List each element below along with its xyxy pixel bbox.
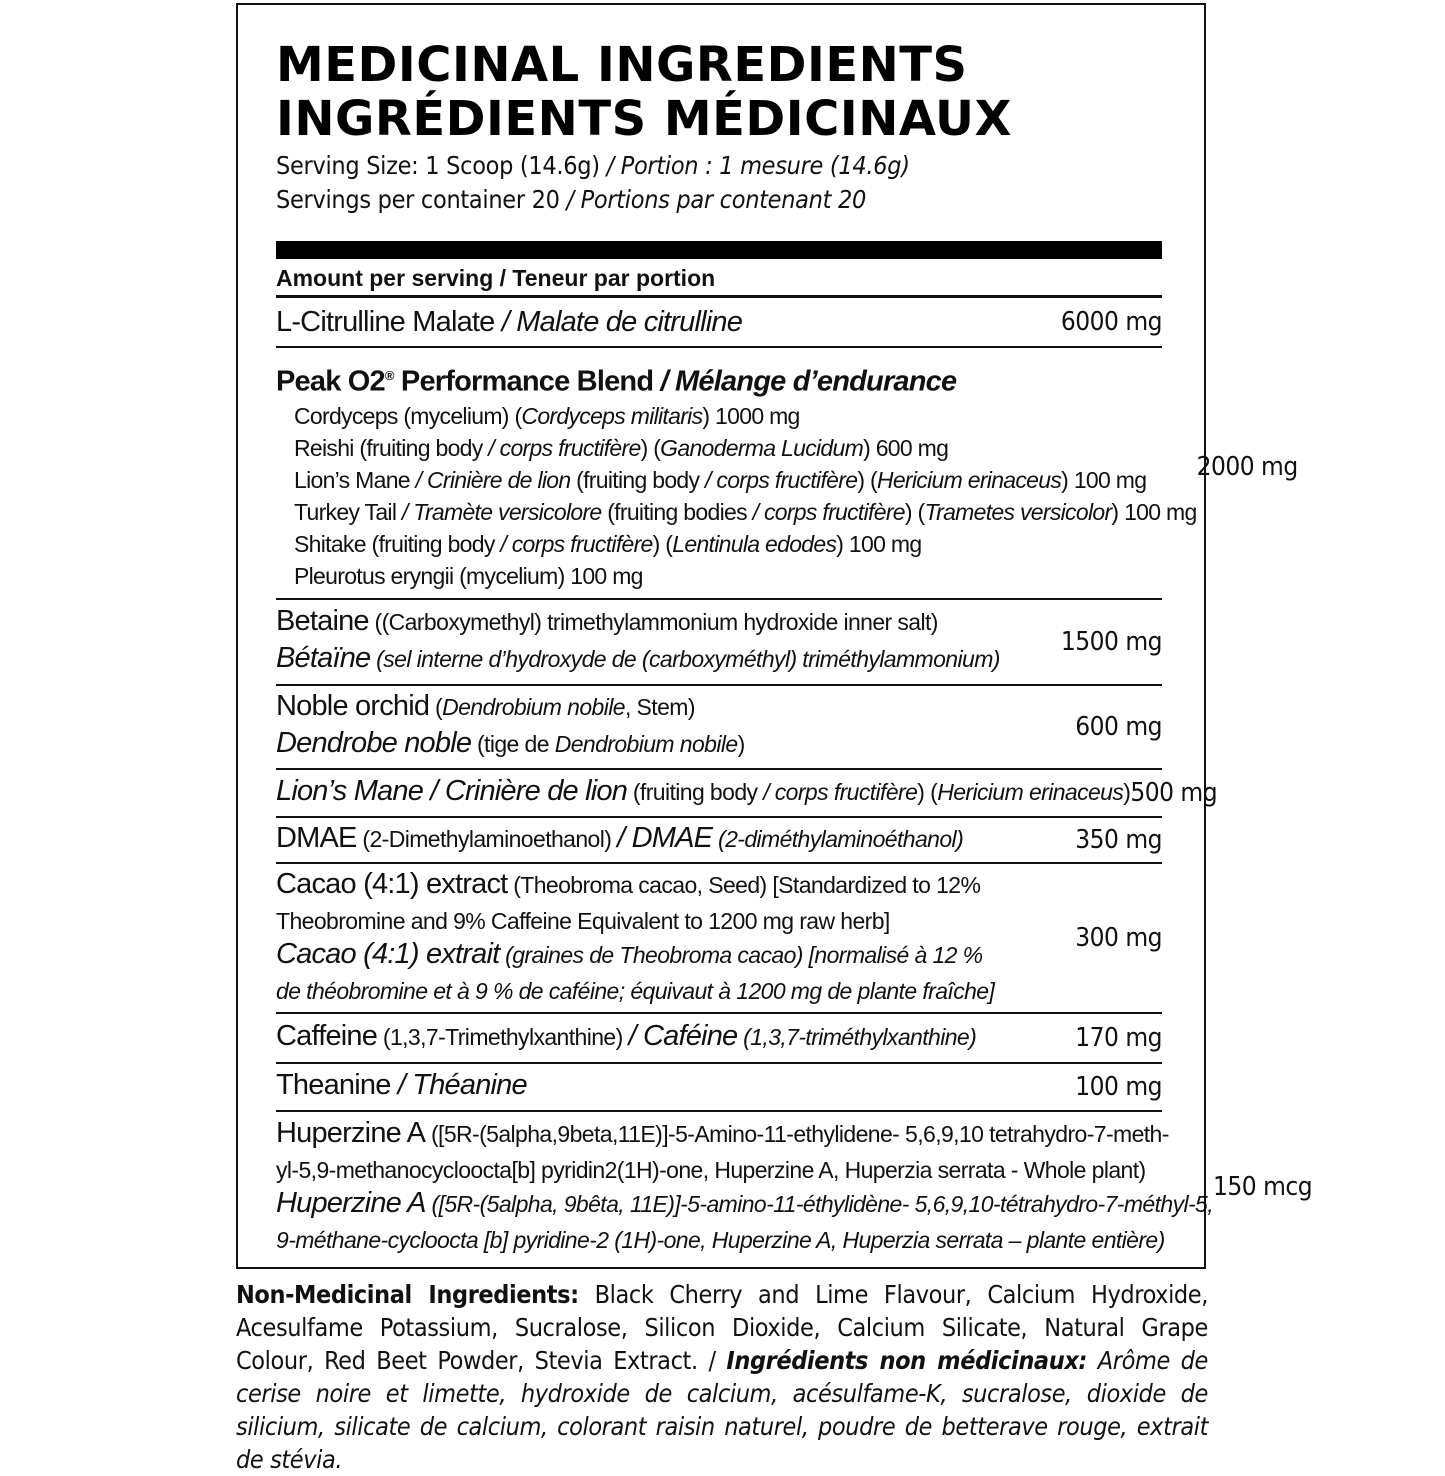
ingredient-amount: 1500 mg — [1060, 627, 1162, 657]
name-en: Noble orchid — [276, 690, 430, 722]
name-en: Huperzine A — [276, 1117, 426, 1149]
blend-item: Reishi (fruiting body / corps fructifère) (Ganoderma Lucidum) 600 mg — [294, 434, 949, 461]
name-fr: / DMAE — [617, 821, 713, 854]
title-english: MEDICINAL INGREDIENTS — [276, 37, 968, 93]
ingredient-name: DMAE (2-Dimethylaminoethanol) / DMAE (2-diméthylaminoéthanol) — [276, 821, 964, 854]
ingredient-name: Caffeine (1,3,7-Trimethylxanthine) / Caféine (1,3,7-triméthylxanthine) — [276, 1019, 977, 1052]
blend-name-fr: / Mélange d’endurance — [660, 365, 957, 398]
servings-per-container-line — [276, 183, 1162, 217]
panel-content — [276, 5, 1313, 1262]
non-medicinal-text-fr: Arôme de cerise noire et limette, hydroxide de calcium, acésulfame-K, sucralose, dioxide de silicium, silicate de calcium, colorant raisin naturel, poudre de betterave rouge, extrait de stévia. — [236, 1346, 1208, 1474]
ingredient-row-peak-o2-blend — [276, 348, 1298, 600]
ingredient-name: Cacao (4:1) extract (Theobroma cacao, Seed) [Standardized to 12% Theobromine and 9% Caffeine Equivalent to 1200 mg raw herb] Cacao (4:1) extrait (graines de Theobroma cacao) [normalisé à 12 % de théobromine et à 9 % de caféine; équivaut à 1200 mg de plante fraîche] — [276, 868, 995, 1004]
name-fr: / Théanine — [397, 1068, 527, 1101]
name-fr: Bétaïne — [276, 642, 371, 674]
ingredient-amount: 170 mg — [1075, 1023, 1162, 1053]
name-en: L-Citrulline Malate — [276, 305, 495, 338]
blend-title — [276, 358, 1197, 400]
ingredient-row-theanine — [276, 1064, 1162, 1112]
ingredient-amount: 150 mcg — [1213, 1172, 1313, 1202]
ingredient-amount: 2000 mg — [1196, 452, 1298, 482]
name-fr: Huperzine A — [276, 1187, 426, 1219]
servings-per-fr: / Portions par contenant 20 — [566, 185, 866, 214]
ingredient-amount: 6000 mg — [1060, 307, 1162, 337]
ingredient-name — [276, 306, 1061, 339]
blend-item: Turkey Tail / Tramète versicolore (fruiting bodies / corps fructifère) (Trametes versicolor) 100 mg — [294, 498, 1197, 525]
title-french: INGRÉDIENTS MÉDICINAUX — [276, 91, 1013, 147]
ingredient-amount: 300 mg — [1075, 923, 1162, 953]
ingredient-row-citrulline — [276, 298, 1162, 348]
serving-info — [276, 149, 1162, 217]
name-en: Theanine — [276, 1068, 398, 1101]
serving-size-line — [276, 149, 1162, 183]
name-fr: / Malate de citrulline — [501, 305, 743, 338]
blend-name-en: Peak O2 — [276, 365, 385, 398]
name-bilingual: Lion’s Mane / Crinière de lion — [276, 774, 628, 807]
ingredient-name: Huperzine A ([5R-(5alpha,9beta,11E)]-5-Amino-11-ethylidene- 5,6,9,10 tetrahydro-7-meth- yl-5,9-methanocycloocta[b] pyridin2(1H)-one, Huperzine A, Huperzia serrata - Whole plant) Huperzine A ([5R-(5alpha, 9bêta, 11E)]-5-amino-11-éthylidène- 5,6,9,10-tétrahydro-7-méthyl-5, 9-méthane-cycloocta [b] pyridine-2 (1H)-one, Huperzine A, Huperzia serrata – plante entière) — [276, 1117, 1214, 1253]
blend-item: Shitake (fruiting body / corps fructifère) (Lentinula edodes) 100 mg — [294, 530, 922, 557]
ingredient-amount: 500 mg — [1130, 778, 1218, 808]
non-medicinal-label-fr: Ingrédients non médicinaux: — [726, 1346, 1088, 1375]
ingredient-row-cacao — [276, 864, 1162, 1014]
ingredient-row-caffeine — [276, 1014, 1162, 1064]
ingredient-row-betaine — [276, 600, 1162, 686]
ingredient-row-noble-orchid — [276, 686, 1162, 770]
non-medicinal-text-en: Black Cherry and Lime Flavour, Calcium Hydroxide, Acesulfame Potassium, Sucralose, Silicon Dioxide, Calcium Silicate, Natural Grape Colour, Red Beet Powder, Stevia Extract. / — [236, 1280, 1208, 1375]
ingredient-amount: 100 mg — [1075, 1072, 1162, 1102]
name-fr: / Caféine — [628, 1019, 738, 1052]
blend-item: Pleurotus eryngii (mycelium) 100 mg — [294, 562, 643, 589]
ingredient-name: Betaine ((Carboxymethyl) trimethylammonium hydroxide inner salt) Bétaïne (sel interne d’hydroxyde de (carboxyméthyl) triméthylammonium) — [276, 605, 1000, 674]
registered-mark: ® — [384, 368, 394, 383]
ingredient-row-dmae — [276, 818, 1162, 864]
ingredient-row-huperzine — [276, 1112, 1313, 1262]
divider-thick — [276, 241, 1162, 259]
ingredient-name — [276, 1069, 1075, 1106]
serving-size-fr: / Portion : 1 mesure (14.6g) — [606, 151, 910, 180]
serving-size-en: Serving Size: 1 Scoop (14.6g) — [276, 151, 600, 180]
name-en: Betaine — [276, 605, 369, 637]
name-fr: Dendrobe noble — [276, 727, 472, 759]
ingredient-amount: 350 mg — [1075, 825, 1162, 855]
amount-per-serving-header: Amount per serving / Teneur par portion — [276, 259, 1162, 298]
blend-item: Cordyceps (mycelium) (Cordyceps militaris) 1000 mg — [294, 402, 800, 429]
ingredient-name: Noble orchid (Dendrobium nobile, Stem) Dendrobe noble (tige de Dendrobium nobile) — [276, 690, 745, 759]
blend-item: Lion’s Mane / Crinière de lion (fruiting body / corps fructifère) (Hericium erinaceus) 100 mg — [294, 466, 1147, 493]
ingredient-amount: 600 mg — [1075, 712, 1162, 742]
ingredient-name — [276, 348, 1197, 592]
blend-name-en-rest: Performance Blend — [393, 365, 654, 398]
non-medicinal-ingredients — [236, 1278, 1208, 1476]
name-en: DMAE — [276, 821, 357, 854]
name-en: Cacao (4:1) extract — [276, 868, 508, 900]
name-fr: Cacao (4:1) extrait — [276, 938, 500, 970]
ingredient-row-lions-mane — [276, 770, 1218, 818]
name-en: Caffeine — [276, 1019, 378, 1052]
servings-per-en: Servings per container 20 — [276, 185, 560, 214]
ingredient-name: Lion’s Mane / Crinière de lion (fruiting body / corps fructifère) (Hericium erinaceus) — [276, 774, 1131, 807]
medicinal-ingredients-panel — [236, 3, 1313, 1269]
non-medicinal-label-en: Non-Medicinal Ingredients: — [236, 1280, 579, 1309]
